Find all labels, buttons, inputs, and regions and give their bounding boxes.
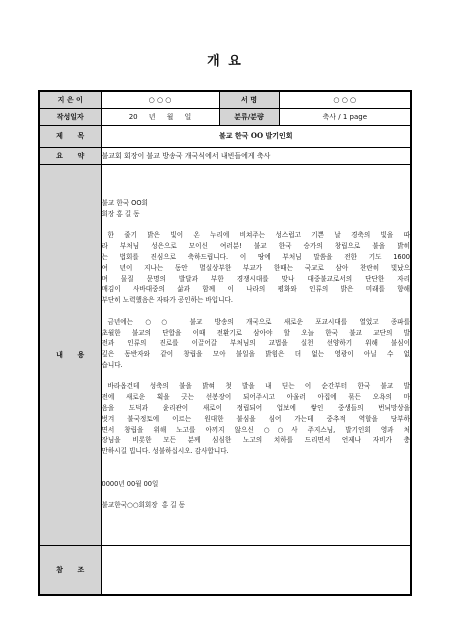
- subject-value: 불교 한국 OO 발기인회: [101, 125, 411, 147]
- content-label: 내 용: [39, 164, 101, 545]
- summary-form-table: [38, 90, 412, 596]
- category-value: 축사 / 1 page: [279, 108, 411, 125]
- paragraph-line: 며 물질 문명의 발달과 부한 경쟁시대를 맞나 대중불교로서의 단단한 자리: [101, 274, 410, 283]
- paragraph-line: 부단히 노력했음은 자타가 공인하는 바입니다.: [101, 296, 234, 305]
- page-title: 개 요: [207, 54, 243, 69]
- author-row: [39, 91, 411, 108]
- signature-line: 불교한국○○회회장 홍 길 동: [101, 501, 186, 510]
- date-label: 작성일자: [39, 108, 101, 125]
- reference-row: [39, 545, 411, 595]
- signature-value: ○ ○ ○: [279, 91, 411, 108]
- paragraph-line: 만하시길 빕니다. 성불하십시오. 감사합니다.: [101, 447, 229, 456]
- paragraph-line: 바라옵건데 성축의 불을 밝혀 첫 발을 내 딛는 이 순간부터 한국 불교 발: [107, 382, 410, 391]
- date-value: 20 년 월 일: [101, 108, 219, 125]
- author-value: ○ ○ ○: [101, 91, 219, 108]
- reference-value: [101, 545, 411, 595]
- subject-label: 제 목: [39, 125, 101, 147]
- paragraph-line: 한 줄기 밝은 빛이 온 누리에 비쳐주는 성스럽고 기쁜 날 경축의 빛을 따: [107, 231, 410, 240]
- paragraph-line: 금년에는 ○○ 불교 방송의 개국으로 새로운 포교시대를 열었고 종파를: [107, 317, 410, 326]
- greeting-line: 불교 한국 OO회: [101, 198, 148, 207]
- paragraph-line: 전과 인류의 진로를 이끌어갈 부처님의 교법을 실천 선양하기 위해 불심이: [101, 339, 410, 348]
- paragraph-line: 매김이 사바대중의 삶과 함께 이 나라의 평화와 인류의 밝은 미래를 향해: [101, 285, 410, 294]
- content-body: [101, 164, 411, 545]
- paragraph-line: 전에 새로운 획을 긋는 선봉장이 되어주시고 아울러 아집에 묶든 오욕의 마: [101, 393, 410, 402]
- paragraph-line: 장님을 비롯한 모든 분께 심심한 노고의 치하를 드리면서 언제나 자비가 충: [101, 436, 410, 445]
- paragraph-line: 라 부처님 성은으로 모이신 여러분! 불교 한국 승가의 창립으로 불을 밝히: [101, 242, 410, 251]
- paragraph-line: 음을 도덕과 윤리관이 새로이 정립되어 업보에 쌓인 중생들의 번뇌망상을: [101, 404, 410, 413]
- paragraph-line: 초월한 불교의 단합을 이때 전환기로 삼아야 할 오늘 한국 불교 교단의 발: [101, 328, 410, 337]
- paragraph-line: 습니다.: [101, 360, 123, 369]
- content-row: [39, 164, 411, 545]
- greeting-line: 회장 홍 길 동: [101, 209, 140, 218]
- signature-label: 서 명: [219, 91, 279, 108]
- date-line: 0000년 00월 00일: [101, 479, 159, 488]
- reference-label: 참 조: [39, 545, 101, 595]
- paragraph-line: 벗겨 불국정토에 이르는 원대한 불심을 심어 가는데 중추적 역할을 당부하: [101, 414, 410, 423]
- summary-row: [39, 147, 411, 164]
- paragraph-line: 여 년이 지나는 동안 멸실상부한 부교가 한때는 국교로 삼아 찬란히 빛났으: [101, 263, 410, 272]
- summary-value: 불교회 회장이 불교 방송국 개국식에서 내빈들에게 축사: [101, 147, 411, 164]
- paragraph: [102, 381, 411, 457]
- paragraph-line: 면서 창립을 위해 노고를 아끼지 않으신 ○○사 주지스님, 발기인회 영과 처: [101, 425, 410, 434]
- author-label: 지 은 이: [39, 91, 101, 108]
- paragraph: [102, 230, 411, 306]
- paragraph-line: 깊은 동반자와 같이 창립을 모아 불일을 밝힘은 더 없는 영광이 아닐 수 없: [101, 350, 410, 359]
- subject-row: [39, 125, 411, 147]
- paragraph-line: 는 법회를 진심으로 축하드립니다. 이 땅에 부처님 말씀을 전한 기도 1600: [101, 252, 410, 261]
- summary-label: 요 약: [39, 147, 101, 164]
- date-row: [39, 108, 411, 125]
- paragraph: [102, 317, 411, 371]
- category-label: 분류/분량: [219, 108, 279, 125]
